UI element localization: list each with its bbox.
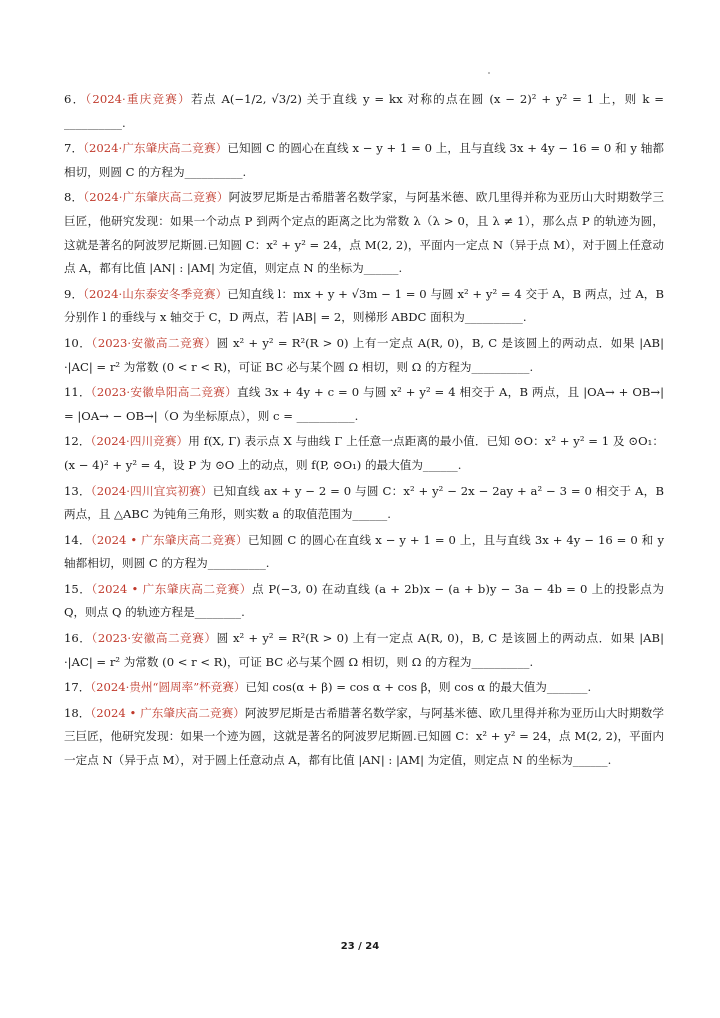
problem-number: 10． bbox=[64, 335, 92, 350]
problem-text: 阿波罗尼斯是古希腊著名数学家，与阿基米德、欧几里得并称为亚历山大时期数学三巨匠，他研究发现：如果一个迹为圆，这就是著名的阿波罗尼斯圆.已知圆 C：x² + y² = 24，点 M(2, 2)，平面内一定点 N（异于点 M），对于圆上任意动点 A，都有比值 |AN| : |AM| 为定值，则定点 N 的坐标为______. bbox=[64, 705, 664, 768]
problem-source: （2023·安徽高二竞赛） bbox=[91, 335, 217, 350]
problem-source: （2024 • 广东肇庆高二竞赛） bbox=[91, 581, 252, 596]
problem-source: （2023·安徽高二竞赛） bbox=[91, 631, 217, 646]
problem-source: （2024·四川竞赛） bbox=[90, 434, 189, 449]
problem-source: （2024·贵州“圆周率”杯竞赛） bbox=[90, 680, 246, 695]
problem-item bbox=[64, 702, 664, 773]
problem-item bbox=[64, 332, 664, 379]
problem-text: 已知直线 l：mx + y + √3m − 1 = 0 与圆 x² + y² = 4 交于 A，B 两点，过 A，B 分别作 l 的垂线与 x 轴交于 C，D 两点，若 |AB| = 2，则梯形 ABDC 面积为__________. bbox=[64, 286, 664, 325]
problem-text: 圆 x² + y² = R²(R > 0) 上有一定点 A(R, 0)，B, C 是该圆上的两动点．如果 |AB|·|AC| = r² 为常数 (0 < r < R)，可证 BC 必与某个圆 Ω 相切，则 Ω 的方程为__________. bbox=[64, 335, 664, 374]
problem-item bbox=[64, 676, 664, 700]
problem-number: 9． bbox=[64, 286, 84, 301]
problem-source: （2024·四川宜宾初赛） bbox=[90, 483, 213, 498]
problem-number: 12． bbox=[64, 434, 91, 449]
problem-text: 阿波罗尼斯是古希腊著名数学家，与阿基米德、欧几里得并称为亚历山大时期数学三巨匠，他研究发现：如果一个动点 P 到两个定点的距离之比为常数 λ（λ > 0，且 λ ≠ 1），那么点 P 的轨迹为圆，这就是著名的阿波罗尼斯圆.已知圆 C：x² + y² = 24，点 M(2, 2)，平面内一定点 N（异于点 M），对于圆上任意动点 A，都有比值 |AN| : |AM| 为定值，则定点 N 的坐标为______. bbox=[64, 190, 664, 276]
problem-number: 14． bbox=[64, 532, 91, 547]
problem-number: 17． bbox=[64, 680, 91, 695]
problem-text: 已知圆 C 的圆心在直线 x − y + 1 = 0 上，且与直线 3x + 4y − 16 = 0 和 y 轴都相切，则圆 C 的方程为__________. bbox=[64, 141, 664, 179]
problem-item bbox=[64, 137, 664, 184]
problem-item bbox=[64, 381, 664, 428]
problem-number: 7． bbox=[64, 141, 84, 156]
problem-number: 6． bbox=[64, 92, 86, 106]
problem-source: （2023·安徽阜阳高二竞赛） bbox=[90, 385, 237, 400]
problem-text: 用 f(X, Γ) 表示点 X 与曲线 Γ 上任意一点距离的最小值．已知 ⊙O：x² + y² = 1 及 ⊙O₁：(x − 4)² + y² = 4，设 P 为 ⊙O 上的动点，则 f(P, ⊙O₁) 的最大值为______. bbox=[64, 434, 664, 472]
problem-source: （2024·山东泰安冬季竞赛） bbox=[83, 286, 228, 301]
problem-source: （2024·重庆竞赛） bbox=[85, 92, 191, 106]
problem-item bbox=[64, 480, 664, 527]
problem-text: 已知直线 ax + y − 2 = 0 与圆 C：x² + y² − 2x − 2ay + a² − 3 = 0 相交于 A，B 两点，且 △ABC 为钝角三角形，则实数 a 的取值范围为______. bbox=[64, 483, 664, 522]
problem-item bbox=[64, 627, 664, 674]
problem-number: 11． bbox=[64, 385, 91, 400]
problem-number: 16． bbox=[64, 631, 92, 646]
page-number: 23 / 24 bbox=[340, 941, 380, 952]
problem-number: 13． bbox=[64, 483, 91, 498]
problem-text: 已知圆 C 的圆心在直线 x − y + 1 = 0 上，且与直线 3x + 4y − 16 = 0 和 y 轴都相切，则圆 C 的方程为__________. bbox=[64, 532, 664, 571]
problem-source: （2024 • 广东肇庆高二竞赛） bbox=[90, 532, 248, 547]
problem-source: （2024·广东肇庆高二竞赛） bbox=[83, 190, 229, 205]
problem-item bbox=[64, 283, 664, 330]
problem-number: 8． bbox=[64, 190, 84, 205]
problem-source: （2024 • 广东肇庆高二竞赛） bbox=[90, 705, 245, 720]
problem-text: 点 P(−3, 0) 在动直线 (a + 2b)x − (a + b)y − 3a − 4b = 0 上的投影点为 Q，则点 Q 的轨迹方程是________. bbox=[64, 581, 664, 620]
problem-list bbox=[64, 88, 664, 775]
problem-number: 15． bbox=[64, 581, 92, 596]
problem-item bbox=[64, 186, 664, 280]
problem-item bbox=[64, 430, 664, 477]
problem-item bbox=[64, 529, 664, 576]
scan-dot bbox=[488, 72, 490, 74]
problem-text: 若点 A(−1/2, √3/2) 关于直线 y = kx 对称的点在圆 (x − 2)² + y² = 1 上，则 k = __________. bbox=[64, 92, 664, 130]
problem-text: 圆 x² + y² = R²(R > 0) 上有一定点 A(R, 0)，B, C 是该圆上的两动点．如果 |AB|·|AC| = r² 为常数 (0 < r < R)，可证 BC 必与某个圆 Ω 相切，则 Ω 的方程为__________. bbox=[64, 631, 664, 669]
problem-item bbox=[64, 578, 664, 625]
problem-text: 直线 3x + 4y + c = 0 与圆 x² + y² = 4 相交于 A，B 两点，且 |OA→ + OB→| = |OA→ − OB→|（O 为坐标原点），则 c = __________. bbox=[64, 385, 664, 423]
problem-item bbox=[64, 88, 664, 135]
problem-number: 18． bbox=[64, 705, 91, 720]
problem-source: （2024·广东肇庆高二竞赛） bbox=[83, 141, 228, 156]
problem-text: 已知 cos(α + β) = cos α + cos β，则 cos α 的最大值为_______. bbox=[245, 680, 592, 695]
